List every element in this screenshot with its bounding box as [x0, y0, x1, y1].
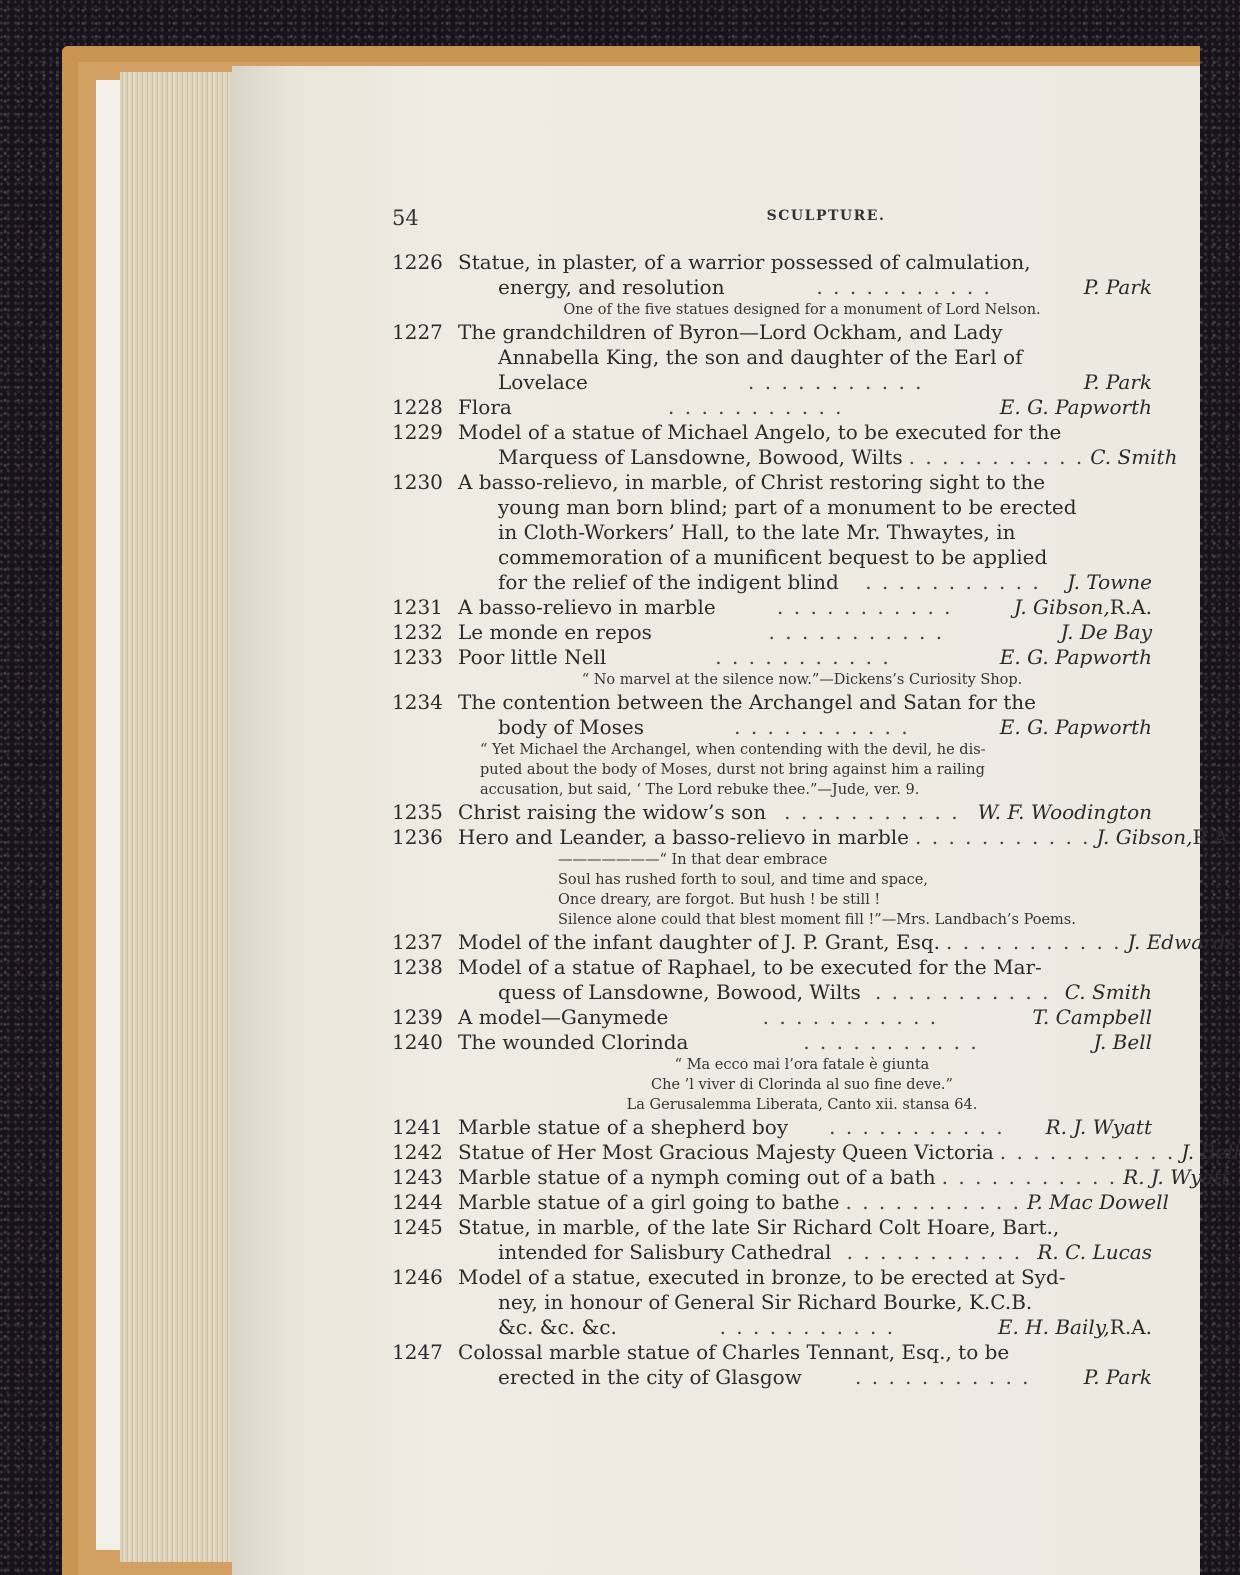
entry-title-final-line — [392, 275, 1152, 300]
catalogue-entry — [392, 645, 1152, 690]
artist-name: W. F. Woodington — [977, 800, 1152, 824]
dot-leader: . . . . . . . . . . . — [734, 715, 910, 739]
entry-number: 1233 — [392, 645, 443, 669]
entry-number: 1239 — [392, 1005, 443, 1029]
dot-leader: . . . . . . . . . . . — [829, 1115, 1005, 1139]
entry-title-line: The grandchildren of Byron—Lord Ockham, and Lady — [458, 320, 1003, 344]
entry-title-text: energy, and resolution — [498, 275, 725, 299]
catalogue-entry — [392, 1115, 1152, 1140]
entry-number: 1229 — [392, 420, 443, 444]
artist-name: P. Park — [1083, 1365, 1152, 1389]
entry-number: 1243 — [392, 1165, 443, 1189]
entry-title-text: A basso-relievo in marble — [458, 595, 716, 619]
catalogue-entry — [392, 1190, 1169, 1215]
entry-number: 1231 — [392, 595, 443, 619]
entry-title-text: Marble statue of a shepherd boy — [458, 1115, 789, 1139]
entry-title-text: intended for Salisbury Cathedral — [498, 1240, 832, 1264]
entry-title-text: Christ raising the widow’s son — [458, 800, 767, 824]
artist-name: R. J. Wyatt — [1123, 1165, 1230, 1189]
entry-title-final-line — [392, 620, 1152, 645]
entry-title-final-line — [392, 980, 1152, 1005]
catalogue-entry — [392, 395, 1152, 420]
entry-title-final-line — [392, 1005, 1152, 1030]
dot-leader: . . . . . . . . . . . — [845, 1190, 1021, 1214]
dot-leader: . . . . . . . . . . . — [668, 395, 844, 419]
dot-leader: . . . . . . . . . . . — [768, 620, 945, 644]
artist-honour: R.A. — [1109, 595, 1152, 619]
entry-title-line: Statue, in marble, of the late Sir Richard Colt Hoare, Bart., — [458, 1215, 1060, 1239]
artist-name: P. Park — [1083, 370, 1152, 394]
entry-title-line: in Cloth-Workers’ Hall, to the late Mr. Thwaytes, in — [498, 520, 1016, 544]
entry-quotation: ———————“ In that dear embrace — [558, 852, 828, 868]
catalogue-entry — [392, 1005, 1152, 1030]
entry-title-final-line — [392, 1165, 1230, 1190]
entry-title-line: ney, in honour of General Sir Richard Bourke, K.C.B. — [498, 1290, 1033, 1314]
entry-title-line: The contention between the Archangel and Satan for the — [458, 690, 1037, 714]
catalogue-entry — [392, 1140, 1240, 1165]
catalogue-entry — [392, 470, 1152, 595]
entry-number: 1236 — [392, 825, 443, 849]
entry-title-final-line — [392, 930, 1236, 955]
entry-title-text: Model of the infant daughter of J. P. Grant, Esq. — [458, 930, 941, 954]
entry-number: 1244 — [392, 1190, 443, 1214]
entry-title-text: Hero and Leander, a basso-relievo in marble — [458, 825, 910, 849]
entry-quotation: La Gerusalemma Liberata, Canto xii. stansa 64. — [626, 1097, 978, 1113]
catalogue-entry — [392, 420, 1178, 470]
dot-leader: . . . . . . . . . . . — [719, 1315, 896, 1339]
catalogue-entry — [392, 250, 1152, 320]
artist-name: E. G. Papworth — [999, 715, 1152, 739]
entry-title-final-line — [392, 645, 1152, 670]
entry-title-final-line — [392, 570, 1152, 595]
entry-number: 1245 — [392, 1215, 443, 1239]
artist-name: R. C. Lucas — [1037, 1240, 1152, 1264]
entry-quotation: Silence alone could that blest moment fill !”—Mrs. Landbach’s Poems. — [558, 912, 1076, 928]
entry-quotation: puted about the body of Moses, durst not bring against him a railing — [480, 762, 985, 778]
dot-leader: . . . . . . . . . . . — [803, 1030, 979, 1054]
entry-title-text: quess of Lansdowne, Bowood, Wilts — [498, 980, 861, 1004]
artist-name: J. De Bay — [1060, 620, 1152, 644]
entry-number: 1228 — [392, 395, 443, 419]
page-edges — [120, 72, 240, 1562]
entry-title-final-line — [392, 445, 1178, 470]
artist-name: P. Park — [1083, 275, 1152, 299]
entry-quotation: “ No marvel at the silence now.”—Dickens’s Curiosity Shop. — [581, 672, 1023, 688]
entry-number: 1226 — [392, 250, 443, 274]
entry-title-text: Poor little Nell — [458, 645, 607, 669]
artist-name: J. Edwards — [1127, 930, 1236, 954]
entry-title-text: Lovelace — [498, 370, 588, 394]
entry-title-final-line — [392, 800, 1152, 825]
entry-title-final-line — [392, 1115, 1152, 1140]
dot-leader: . . . . . . . . . . . — [816, 275, 992, 299]
catalogue-entry — [392, 1215, 1152, 1265]
entry-title-text: Marble statue of a nymph coming out of a bath — [458, 1165, 936, 1189]
entry-title-final-line — [392, 1365, 1152, 1390]
entry-title-line: Model of a statue of Raphael, to be executed for the Mar- — [458, 955, 1042, 979]
entry-quotation: Che ’l viver di Clorinda al suo fine deve.” — [651, 1077, 953, 1093]
entry-quotation: One of the five statues designed for a monument of Lord Nelson. — [563, 302, 1041, 318]
entry-title-text: erected in the city of Glasgow — [498, 1365, 802, 1389]
catalogue-entry — [392, 930, 1236, 955]
dot-leader: . . . . . . . . . . . — [846, 1240, 1023, 1264]
entry-title-line: A basso-relievo, in marble, of Christ restoring sight to the — [458, 470, 1046, 494]
entry-quotation: accusation, but said, ‘ The Lord rebuke thee.”—Jude, ver. 9. — [480, 782, 920, 798]
dot-leader: . . . . . . . . . . . — [915, 825, 1091, 849]
entry-number: 1242 — [392, 1140, 443, 1164]
artist-honour: R.A. — [1109, 1315, 1152, 1339]
entry-title-text: Le monde en repos — [458, 620, 652, 644]
dot-leader: . . . . . . . . . . . — [715, 645, 891, 669]
entry-number: 1246 — [392, 1265, 443, 1289]
catalogue-entry — [392, 620, 1152, 645]
entry-number: 1237 — [392, 930, 443, 954]
entry-title-line: young man born blind; part of a monument to be erected — [498, 495, 1077, 519]
artist-name: E. G. Papworth — [999, 395, 1152, 419]
catalogue-entry — [392, 595, 1152, 620]
catalogue-entry — [392, 800, 1152, 825]
catalogue-page — [232, 66, 1240, 1575]
entry-number: 1230 — [392, 470, 443, 494]
artist-name: J. Gibson, — [1013, 595, 1110, 619]
catalogue-entry — [392, 1030, 1152, 1115]
dot-leader: . . . . . . . . . . . — [855, 1365, 1031, 1389]
dot-leader: . . . . . . . . . . . — [941, 1165, 1118, 1189]
entry-title-line: Colossal marble statue of Charles Tennant, Esq., to be — [458, 1340, 1010, 1364]
artist-name: P. Mac Dowell — [1027, 1190, 1169, 1214]
artist-name: T. Campbell — [1032, 1005, 1152, 1029]
artist-honour: R.A. — [1192, 825, 1235, 849]
entry-number: 1238 — [392, 955, 443, 979]
entry-title-final-line — [392, 595, 1152, 620]
artist-name: E. H. Baily, — [997, 1315, 1110, 1339]
entry-quotation: “ Ma ecco mai l’ora fatale è giunta — [674, 1057, 930, 1073]
dot-leader: . . . . . . . . . . . — [762, 1005, 939, 1029]
dot-leader: . . . . . . . . . . . — [908, 445, 1085, 469]
entry-number: 1232 — [392, 620, 443, 644]
page-number: 54 — [392, 206, 419, 230]
artist-name: E. G. Papworth — [999, 645, 1152, 669]
entry-title-text: A model—Ganymede — [458, 1005, 669, 1029]
dot-leader: . . . . . . . . . . . — [777, 595, 953, 619]
artist-name: C. Smith — [1064, 980, 1152, 1004]
entry-title-line: Model of a statue, executed in bronze, to be erected at Syd- — [458, 1265, 1066, 1289]
entries-list — [392, 250, 1240, 1390]
entry-number: 1240 — [392, 1030, 443, 1054]
catalogue-entry — [392, 320, 1152, 395]
entry-title-final-line — [392, 1240, 1152, 1265]
entry-title-text: Marble statue of a girl going to bathe — [458, 1190, 840, 1214]
catalogue-entry — [392, 690, 1152, 800]
artist-name: J. Bell — [1093, 1030, 1152, 1054]
entry-title-final-line — [392, 715, 1152, 740]
dot-leader: . . . . . . . . . . . — [946, 930, 1122, 954]
running-title: SCULPTURE. — [766, 208, 886, 224]
entry-title-text: Flora — [458, 395, 512, 419]
catalogue-entry — [392, 1165, 1230, 1190]
entry-title-final-line — [392, 1030, 1152, 1055]
entry-number: 1247 — [392, 1340, 443, 1364]
catalogue-entry — [392, 955, 1152, 1005]
dot-leader: . . . . . . . . . . . — [874, 980, 1051, 1004]
entry-number: 1241 — [392, 1115, 443, 1139]
entry-number: 1235 — [392, 800, 443, 824]
entry-quotation: “ Yet Michael the Archangel, when contending with the devil, he dis- — [480, 742, 986, 758]
entry-title-text: &c. &c. &c. — [498, 1315, 617, 1339]
entry-quotation: Soul has rushed forth to soul, and time and space, — [558, 872, 928, 888]
entry-title-text: Marquess of Lansdowne, Bowood, Wilts — [498, 445, 903, 469]
entry-title-final-line — [392, 825, 1235, 850]
entry-title-text: for the relief of the indigent blind — [498, 570, 839, 594]
entry-title-line: Annabella King, the son and daughter of the Earl of — [498, 345, 1023, 369]
entry-title-line: commemoration of a munificent bequest to be applied — [498, 545, 1048, 569]
artist-name: J. Bell — [1181, 1140, 1240, 1164]
entry-title-text: The wounded Clorinda — [458, 1030, 689, 1054]
entry-title-final-line — [392, 1140, 1240, 1165]
entry-title-final-line — [392, 1190, 1169, 1215]
dot-leader: . . . . . . . . . . . — [999, 1140, 1176, 1164]
artist-name: J. Towne — [1067, 570, 1152, 594]
entry-number: 1227 — [392, 320, 443, 344]
catalogue-entry — [392, 825, 1235, 930]
entry-title-final-line — [392, 395, 1152, 420]
entry-title-text: Statue of Her Most Gracious Majesty Queen Victoria — [458, 1140, 994, 1164]
artist-name: R. J. Wyatt — [1045, 1115, 1152, 1139]
entry-title-final-line — [392, 370, 1152, 395]
entry-title-text: body of Moses — [498, 715, 644, 739]
dot-leader: . . . . . . . . . . . — [784, 800, 960, 824]
artist-name: J. Gibson, — [1096, 825, 1193, 849]
entry-title-line: Model of a statue of Michael Angelo, to be executed for the — [458, 420, 1062, 444]
dot-leader: . . . . . . . . . . . — [748, 370, 924, 394]
dot-leader: . . . . . . . . . . . — [865, 570, 1041, 594]
entry-number: 1234 — [392, 690, 443, 714]
catalogue-entry — [392, 1265, 1152, 1340]
entry-quotation: Once dreary, are forgot. But hush ! be still ! — [558, 892, 881, 908]
entry-title-line: Statue, in plaster, of a warrior possessed of calmulation, — [458, 250, 1031, 274]
artist-name: C. Smith — [1090, 445, 1178, 469]
page-header — [392, 206, 1160, 230]
entry-title-final-line — [392, 1315, 1152, 1340]
catalogue-entry — [392, 1340, 1152, 1390]
